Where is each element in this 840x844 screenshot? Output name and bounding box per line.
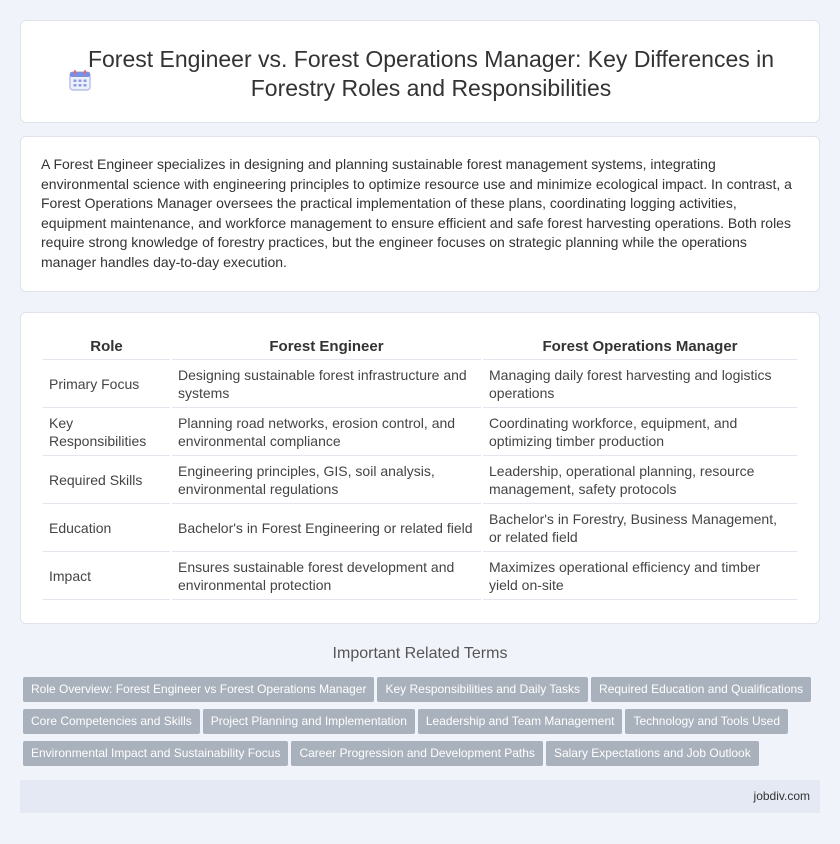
header-forest-operations-manager: Forest Operations Manager: [483, 335, 797, 360]
manager-cell: Managing daily forest harvesting and logistics operations: [483, 360, 797, 408]
related-term-tag[interactable]: Key Responsibilities and Daily Tasks: [377, 677, 588, 702]
title-card: [20, 20, 820, 123]
manager-cell: Maximizes operational efficiency and timber yield on-site: [483, 552, 797, 600]
table-row: [43, 360, 797, 408]
related-term-tag[interactable]: Project Planning and Implementation: [203, 709, 415, 734]
table-header-row: [43, 335, 797, 360]
engineer-cell: Designing sustainable forest infrastructure and systems: [172, 360, 481, 408]
header-forest-engineer: Forest Engineer: [172, 335, 481, 360]
footer: [20, 780, 820, 813]
related-term-tag[interactable]: Technology and Tools Used: [625, 709, 788, 734]
related-terms-heading: Important Related Terms: [332, 645, 508, 662]
comparison-card: [20, 312, 820, 624]
comparison-table: [41, 335, 799, 600]
row-label: Key Responsibilities: [43, 408, 170, 456]
row-label: Impact: [43, 552, 170, 600]
engineer-cell: Planning road networks, erosion control, and environmental compliance: [172, 408, 481, 456]
manager-cell: Coordinating workforce, equipment, and optimizing timber production: [483, 408, 797, 456]
table-row: [43, 456, 797, 504]
intro-card: [20, 136, 820, 292]
related-term-tag[interactable]: Environmental Impact and Sustainability Focus: [23, 741, 288, 766]
table-row: [43, 408, 797, 456]
engineer-cell: Engineering principles, GIS, soil analysis, environmental regulations: [172, 456, 481, 504]
related-term-tag[interactable]: Salary Expectations and Job Outlook: [546, 741, 759, 766]
page-title: Forest Engineer vs. Forest Operations Manager: Key Differences in Forestry Roles and Responsibilities: [87, 46, 775, 101]
intro-paragraph: A Forest Engineer specializes in designing and planning sustainable forest management systems, integrating environmental science with engineering principles to optimize resource use and minimize ecological impact. In contrast, a Forest Operations Manager oversees the practical implementation of these plans, coordinating logging activities, equipment maintenance, and workforce management to ensure efficient and safe forest harvesting operations. Both roles require strong knowledge of forestry practices, but the engineer focuses on strategic planning while the operations manager handles day-to-day execution.: [41, 156, 792, 270]
related-term-tag[interactable]: Career Progression and Development Paths: [291, 741, 542, 766]
related-term-tag[interactable]: Core Competencies and Skills: [23, 709, 200, 734]
related-term-tag[interactable]: Leadership and Team Management: [418, 709, 623, 734]
related-term-tag[interactable]: Role Overview: Forest Engineer vs Forest Operations Manager: [23, 677, 374, 702]
related-term-tag[interactable]: Required Education and Qualifications: [591, 677, 811, 702]
table-row: [43, 504, 797, 552]
related-terms-list: [23, 677, 823, 773]
table-row: [43, 552, 797, 600]
manager-cell: Bachelor's in Forestry, Business Management, or related field: [483, 504, 797, 552]
manager-cell: Leadership, operational planning, resource management, safety protocols: [483, 456, 797, 504]
header-role: Role: [43, 335, 170, 360]
row-label: Primary Focus: [43, 360, 170, 408]
engineer-cell: Bachelor's in Forest Engineering or related field: [172, 504, 481, 552]
engineer-cell: Ensures sustainable forest development and environmental protection: [172, 552, 481, 600]
row-label: Required Skills: [43, 456, 170, 504]
row-label: Education: [43, 504, 170, 552]
footer-site-link[interactable]: jobdiv.com: [753, 789, 810, 803]
